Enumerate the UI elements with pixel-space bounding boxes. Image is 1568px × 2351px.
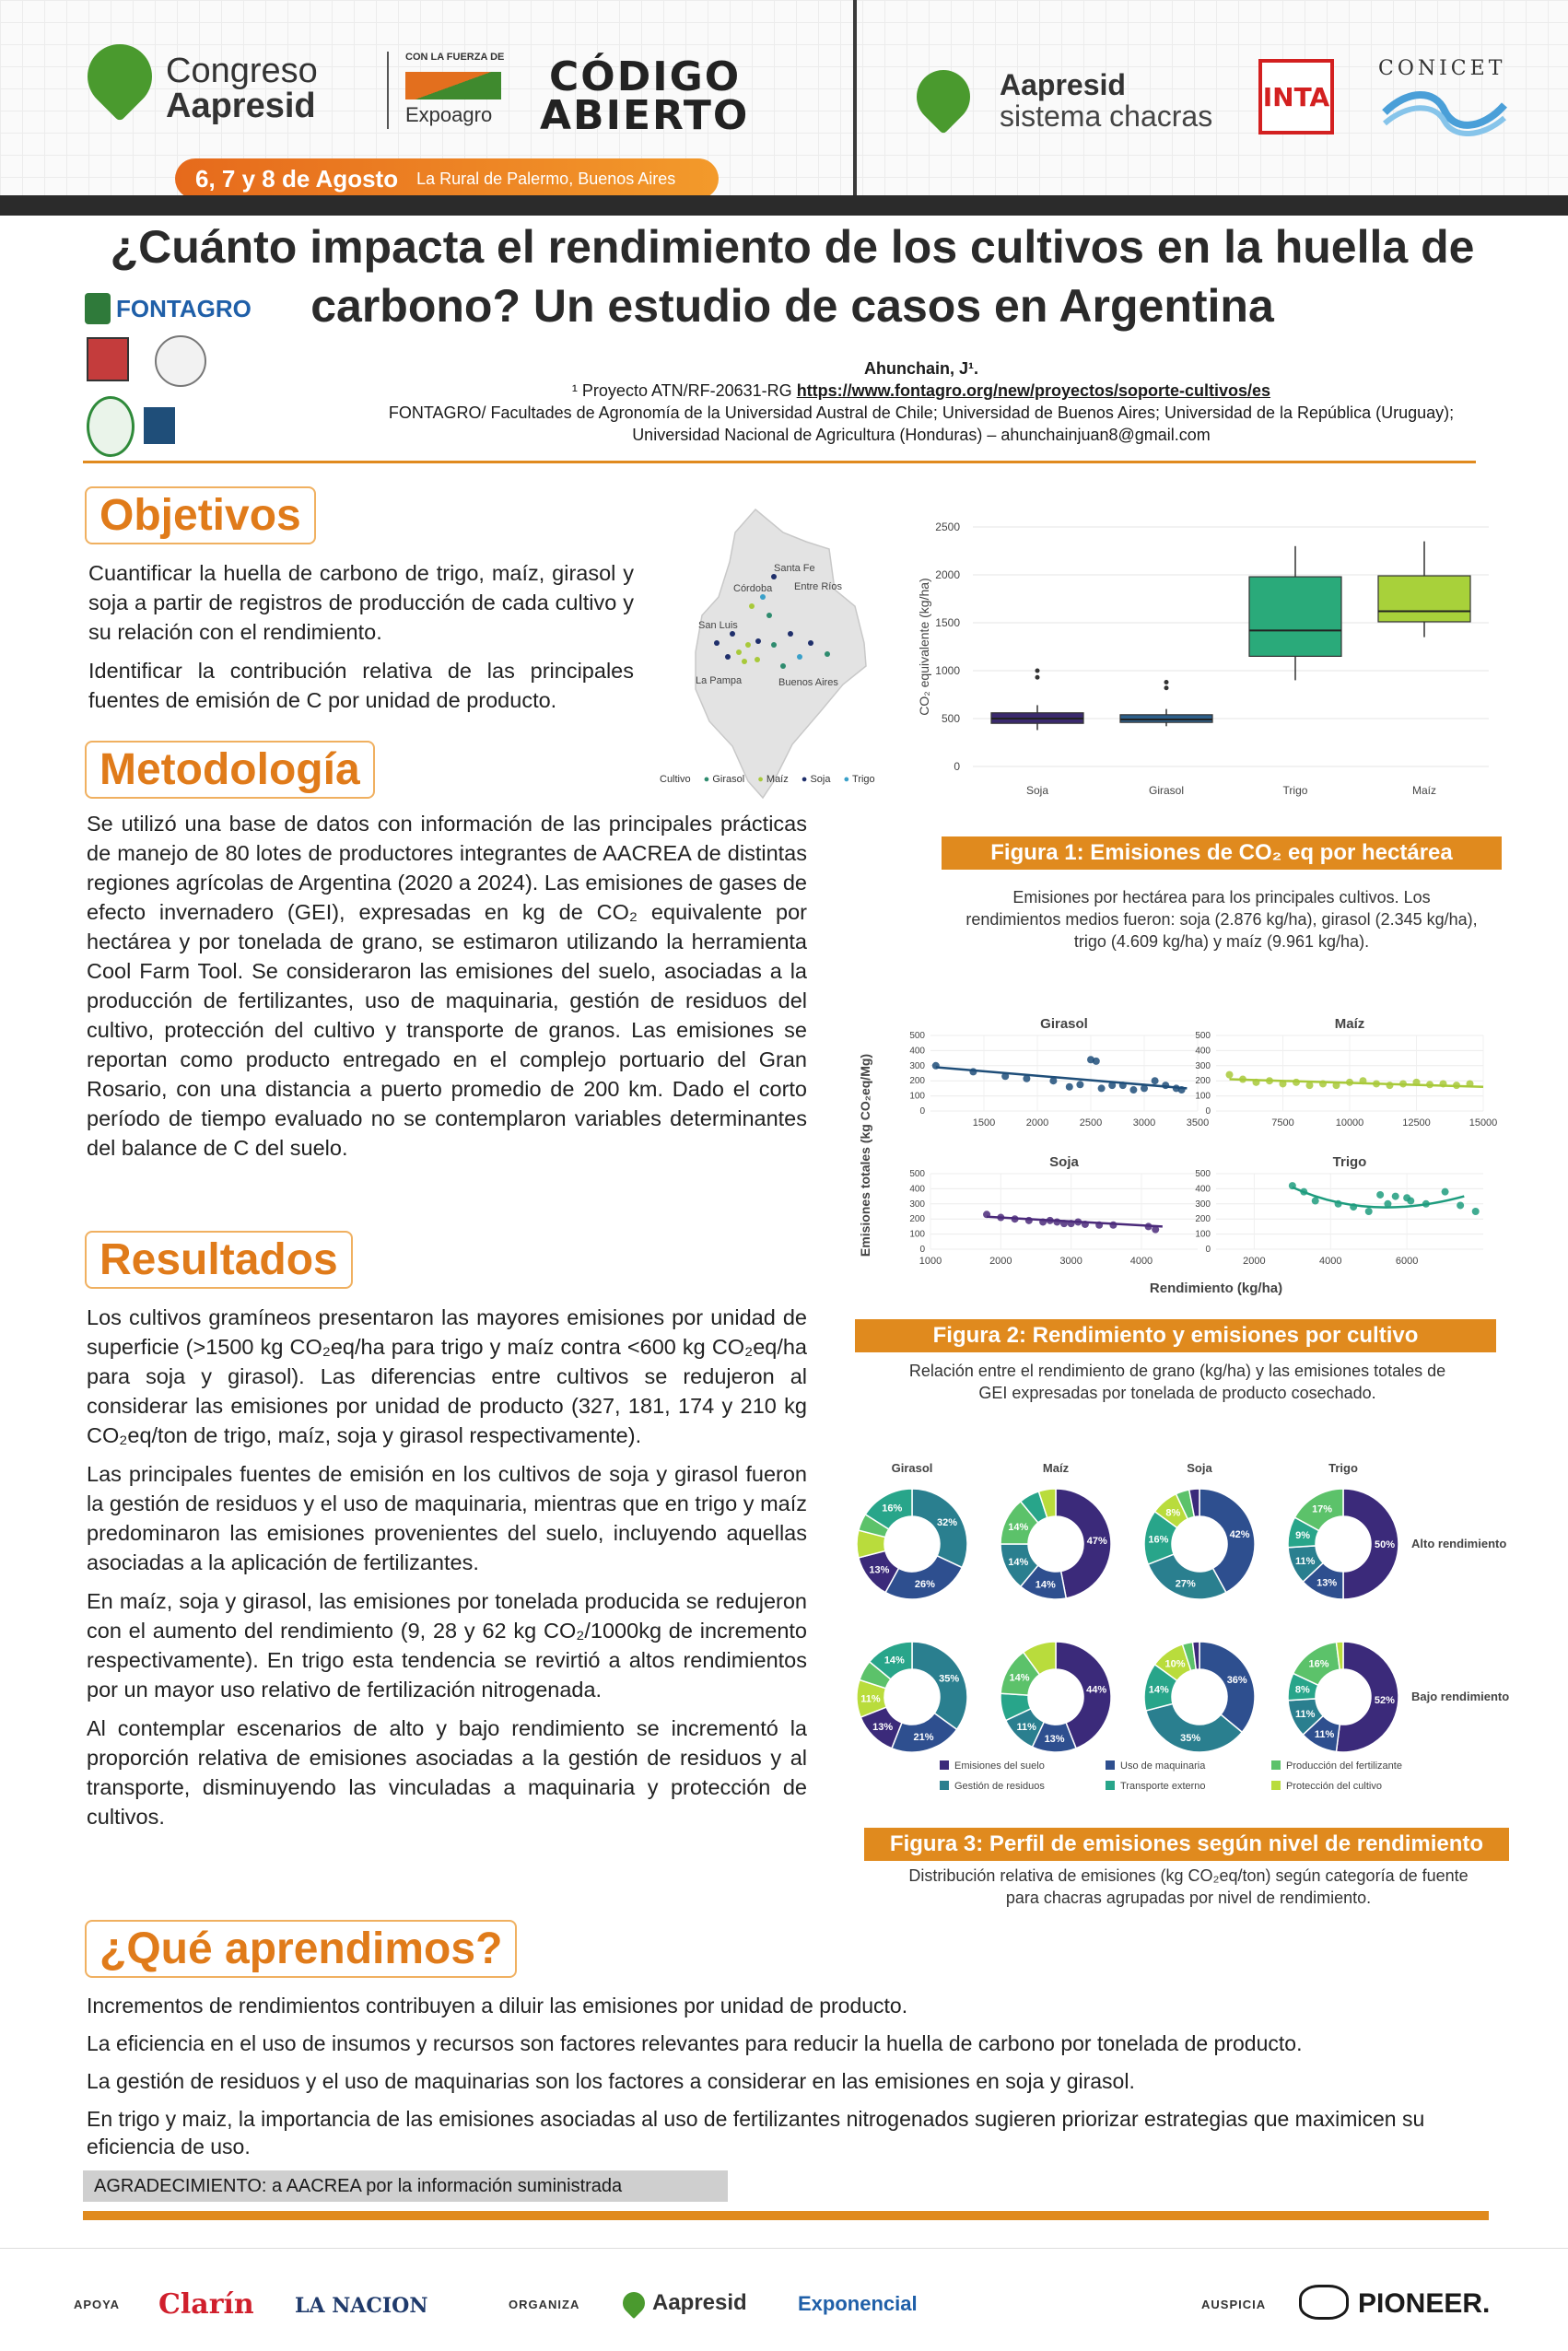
fig2-point-Trigo [1300, 1188, 1307, 1196]
figure1-boxplot [908, 505, 1507, 809]
fig3-slice-label: 8% [1165, 1507, 1181, 1519]
fig2-point-Maíz [1280, 1080, 1287, 1087]
fig2-ytick: 500 [1195, 1031, 1211, 1041]
fig2-point-Girasol [1152, 1077, 1159, 1084]
fig2-point-Maíz [1360, 1077, 1367, 1084]
fig3-slice [1148, 1554, 1226, 1599]
fig2-point-Trigo [1472, 1208, 1480, 1215]
figure2-subcaption [855, 1360, 1500, 1404]
fig3-slice-label: 16% [1308, 1658, 1329, 1670]
fig2-panel-title-Trigo: Trigo [1332, 1154, 1367, 1170]
fig3-slice-label: 13% [1044, 1733, 1065, 1745]
learned-item: La eficiencia en el uso de insumos y recursos son factores relevantes para reducir la huella de carbono por tonelada de producto. [87, 2031, 1303, 2055]
codigo-line1: CÓDIGO [549, 53, 742, 100]
fig2-point-Soja [1012, 1215, 1019, 1222]
fig2-point-Soja [1082, 1221, 1089, 1228]
figure1-sub3: trigo (4.609 kg/ha) y maíz (9.961 kg/ha). [1073, 932, 1370, 951]
fig2-point-Trigo [1392, 1193, 1399, 1200]
event-date-pill [175, 158, 719, 199]
fig2-panel-title-Girasol: Girasol [1040, 1016, 1088, 1032]
fig3-slice-label: 11% [1294, 1708, 1316, 1720]
fig3-slice-label: 21% [913, 1732, 934, 1744]
header-bar [0, 195, 1568, 216]
map-legend-girasol: ● Girasol [703, 774, 745, 785]
inta-logo [1258, 59, 1334, 135]
figure3-subcaption [848, 1865, 1529, 1909]
fig1-outlier [1164, 685, 1169, 690]
fig2-point-Girasol [932, 1062, 940, 1070]
fig3-legend-swatch [940, 1760, 949, 1770]
fig2-point-Soja [1109, 1222, 1117, 1229]
map-legend-maiz: ● Maíz [757, 774, 789, 785]
fig2-point-Girasol [1178, 1086, 1186, 1094]
fig2-point-Trigo [1312, 1198, 1319, 1205]
fig2-point-Trigo [1350, 1203, 1357, 1211]
fig2-xlabel: Rendimiento (kg/ha) [1149, 1281, 1283, 1296]
fig2-point-Girasol [1098, 1084, 1106, 1092]
fig1-outlier [1164, 680, 1169, 684]
learned-list [87, 1992, 1487, 2170]
fig2-ytick: 300 [909, 1199, 925, 1210]
fig1-ytick: 2000 [935, 568, 960, 581]
fig3-row-label: Alto rendimiento [1411, 1537, 1507, 1550]
figure2-sub2: GEI expresadas por tonelada de producto cosechado. [978, 1384, 1376, 1402]
fig2-point-Soja [1068, 1220, 1075, 1227]
fig2-point-Maíz [1266, 1077, 1273, 1084]
fig3-slice-label: 11% [1314, 1729, 1335, 1741]
map-label-santa-fe: Santa Fe [774, 563, 815, 574]
map-legend-trigo: ● Trigo [843, 774, 875, 785]
fig3-slice-label: 13% [872, 1721, 894, 1733]
map-legend-title: Cultivo [660, 774, 691, 785]
fig3-slice-label: 11% [1294, 1555, 1316, 1567]
fontagro-icon [85, 293, 111, 324]
fig2-point-Maíz [1346, 1079, 1353, 1086]
fig3-slice-label: 9% [1295, 1530, 1311, 1542]
fig2-ytick: 400 [909, 1046, 925, 1057]
fig2-point-Girasol [1023, 1075, 1030, 1082]
fig3-legend-label: Protección del cultivo [1286, 1781, 1382, 1792]
fig2-point-Girasol [1119, 1082, 1127, 1089]
aapresid-chacras-logo [917, 70, 970, 123]
project-code: ¹ Proyecto ATN/RF-20631-RG [571, 381, 792, 400]
resultados-text [87, 1303, 807, 1841]
fig1-outlier [1036, 675, 1040, 680]
fig2-point-Soja [1074, 1218, 1082, 1225]
fig2-ytick: 100 [1195, 1229, 1211, 1240]
fig2-point-Soja [1053, 1218, 1060, 1225]
fig2-point-Trigo [1457, 1201, 1464, 1209]
affiliation-1: FONTAGRO/ Facultades de Agronomía de la Universidad Austral de Chile; Universidad de Buenos Aires; Universidad de la República (Uruguay); [388, 404, 1455, 422]
fig1-ytick: 2500 [935, 520, 960, 533]
fig3-slice-label: 50% [1374, 1539, 1396, 1550]
fig3-slice-label: 14% [1009, 1672, 1030, 1684]
fig2-point-Maíz [1373, 1080, 1380, 1087]
fig2-ytick: 200 [1195, 1214, 1211, 1225]
fig3-slice-label: 14% [1148, 1684, 1169, 1696]
fig2-point-Soja [1025, 1217, 1033, 1224]
fig3-legend-swatch [940, 1781, 949, 1790]
fig3-slice-label: 44% [1086, 1684, 1107, 1696]
fig1-box-Maíz [1378, 576, 1470, 622]
fig3-slice [1199, 1642, 1255, 1732]
fig2-xtick: 3000 [1059, 1256, 1082, 1267]
fig2-ytick: 200 [909, 1214, 925, 1225]
fig3-legend-label: Uso de maquinaria [1120, 1760, 1206, 1772]
fig3-slice-label: 42% [1229, 1528, 1250, 1540]
figure3-caption: Figura 3: Perfil de emisiones según nivel de rendimiento [864, 1828, 1509, 1861]
footer-nacion: LA NACION [295, 2294, 428, 2318]
footer-apoya: APOYA [74, 2298, 121, 2311]
fig2-point-Maíz [1226, 1071, 1234, 1079]
fig2-point-Soja [1145, 1222, 1153, 1230]
fig2-point-Girasol [1066, 1083, 1073, 1091]
fig2-point-Maíz [1426, 1081, 1433, 1088]
fig2-point-Soja [1060, 1220, 1068, 1227]
learned-heading: ¿Qué aprendimos? [85, 1920, 517, 1978]
fig3-slice-label: 16% [1148, 1534, 1169, 1546]
con-la-fuerza: CON LA FUERZA DE [405, 52, 505, 63]
fig2-point-Girasol [1001, 1072, 1009, 1080]
fig2-xtick: 6000 [1395, 1256, 1419, 1267]
fig3-slice-label: 17% [1312, 1503, 1333, 1515]
figure1-caption: Figura 1: Emisiones de CO₂ eq por hectárea [942, 836, 1502, 870]
fig3-legend-label: Gestión de residuos [954, 1781, 1045, 1792]
fig2-point-Girasol [1162, 1082, 1169, 1089]
map-label-cordoba: Córdoba [733, 583, 773, 594]
university-seal-icon [155, 335, 206, 387]
footer-exponencial: Exponencial [798, 2292, 918, 2315]
fig3-slice-label: 11% [860, 1693, 881, 1705]
inta-text: INTA [1262, 81, 1330, 112]
resultados-heading: Resultados [85, 1231, 353, 1289]
fig2-ytick: 300 [909, 1060, 925, 1071]
fig3-slice-label: 35% [1180, 1732, 1201, 1744]
fig2-point-Trigo [1422, 1200, 1430, 1208]
fig2-xtick: 1000 [919, 1256, 942, 1267]
fig1-box-Girasol [1120, 715, 1212, 722]
fig2-point-Maíz [1239, 1076, 1246, 1083]
fig2-ytick: 500 [909, 1169, 925, 1179]
fig1-outlier [1036, 669, 1040, 673]
aapresid-drop-icon-2 [906, 59, 981, 135]
fig3-slice-label: 8% [1294, 1684, 1310, 1696]
fig1-ytick: 0 [954, 760, 960, 773]
fig2-point-Trigo [1384, 1200, 1391, 1208]
fig3-slice-label: 36% [1226, 1674, 1247, 1686]
fig2-ytick: 500 [909, 1031, 925, 1041]
resultados-p1: Los cultivos gramíneos presentaron las mayores emisiones por unidad de superficie (>1500 kg CO₂eq/ha para trigo y maíz contra <600 kg CO₂eq/ha para soja y girasol). Las diferencias entre cultivos se redujeron al considerar las emisiones por unidad de producto (327, 181, 174 y 210 kg CO₂eq/ton de trigo, maíz, soja y girasol respectivamente). [87, 1305, 807, 1447]
map-shape [696, 509, 866, 798]
fig2-xtick: 15000 [1469, 1117, 1498, 1129]
pioneer-logo-icon [1299, 2285, 1349, 2320]
fig2-point-Maíz [1306, 1082, 1314, 1089]
figure2-sub1: Relación entre el rendimiento de grano (kg/ha) y las emisiones totales de [908, 1362, 1446, 1380]
fig2-xtick: 1500 [972, 1117, 996, 1129]
objetivos-p1: Cuantificar la huella de carbono de trigo, maíz, girasol y soja a partir de registros de producción de cada cultivo y su relación con el rendimiento. [88, 561, 634, 644]
fig3-slice-label: 26% [914, 1578, 935, 1590]
fig2-ytick: 400 [1195, 1046, 1211, 1057]
fig2-point-Soja [1095, 1222, 1103, 1229]
footer-clarin: Clarín [158, 2288, 254, 2321]
expoagro: Expoagro [405, 103, 493, 126]
fig3-slice-label: 14% [1008, 1521, 1029, 1533]
footer-aapresid: Aapresid [652, 2290, 747, 2315]
fig2-point-Maíz [1467, 1080, 1474, 1087]
fig2-point-Trigo [1289, 1182, 1296, 1189]
fig2-ytick: 300 [1195, 1199, 1211, 1210]
fig2-ytick: 0 [1205, 1245, 1211, 1255]
fig2-ytick: 0 [919, 1245, 925, 1255]
fig1-ytick: 500 [941, 712, 960, 725]
map-label-buenos-aires: Buenos Aires [778, 677, 838, 688]
header-sep [387, 52, 389, 129]
fig3-slice-label: 35% [939, 1673, 960, 1685]
fig2-point-Soja [1152, 1226, 1159, 1234]
congreso-line1: Congreso [166, 52, 318, 90]
map-label-san-luis: San Luis [698, 620, 738, 631]
fig1-xtick: Maíz [1411, 784, 1437, 797]
codigo-line2: ABIERTO [540, 92, 750, 139]
fig2-ytick: 400 [1195, 1184, 1211, 1195]
fig2-point-Maíz [1293, 1079, 1300, 1086]
fig2-ytick: 100 [1195, 1091, 1211, 1102]
map-legend [660, 774, 875, 785]
map-label-la-pampa: La Pampa [696, 675, 743, 686]
aapresid-chacras-1: Aapresid [1000, 68, 1126, 101]
footer-auspicia: AUSPICIA [1201, 2298, 1267, 2311]
map-label-entre-rios: Entre Ríos [794, 581, 842, 592]
fig2-ytick: 100 [909, 1229, 925, 1240]
fig3-legend-swatch [1106, 1760, 1115, 1770]
footer-rule [83, 2211, 1489, 2220]
conicet-wave-icon [1380, 85, 1509, 136]
event-place: La Rural de Palermo, Buenos Aires [416, 169, 676, 188]
fig1-ytick: 1000 [935, 664, 960, 677]
fig3-slice-label: 10% [1164, 1658, 1186, 1670]
figure3-donuts [848, 1456, 1529, 1815]
fig2-point-Maíz [1399, 1080, 1407, 1087]
poster-title: ¿Cuánto impacta el rendimiento de los cultivos en la huella de carbono? Un estudio de casos en Argentina [110, 221, 1475, 332]
fig2-point-Maíz [1440, 1080, 1447, 1087]
metodologia-heading: Metodología [85, 741, 375, 799]
fig2-point-Girasol [1141, 1084, 1148, 1092]
expoagro-flag-icon [405, 72, 501, 99]
fig3-slice [885, 1556, 962, 1599]
objetivos-heading: Objetivos [85, 486, 316, 544]
fig3-slice-label: 13% [869, 1564, 890, 1576]
fig2-xtick: 3500 [1186, 1117, 1210, 1129]
honduras-seal-icon [87, 396, 135, 457]
fig2-ytick: 400 [909, 1184, 925, 1195]
fig2-ytick: 200 [1195, 1076, 1211, 1087]
fig2-point-Girasol [1108, 1082, 1116, 1089]
fig2-point-Maíz [1333, 1082, 1340, 1089]
fig3-slice-label: 11% [1016, 1721, 1036, 1733]
map-legend-soja: ● Soja [801, 774, 831, 785]
university-crest-icon [87, 337, 129, 381]
fig2-ytick: 500 [1195, 1169, 1211, 1179]
resultados-p4: Al contemplar escenarios de alto y bajo rendimiento se incrementó la proporción relativa de emisiones asociadas a la gestión de residuos y al transporte, disminuyendo las vinculadas a maquinaria y protección de cultivos. [87, 1716, 807, 1829]
fig2-ytick: 0 [1205, 1106, 1211, 1117]
fig2-point-Trigo [1442, 1188, 1449, 1196]
fig3-slice-label: 27% [1175, 1578, 1196, 1590]
metodologia-text: Se utilizó una base de datos con información de las principales prácticas de manejo de 80 lotes de productores integrantes de AACREA de distintas regiones agrícolas de Argentina (2020 a 2024). Las emisiones de gases de efecto invernadero (GEI), expresadas en kg de CO₂ equivalente por hectárea y por tonelada de grano, se estimaron utilizando la herramienta Cool Farm Tool. Se consideraron las emisiones del suelo, asociadas a la producción de fertilizantes, uso de maquinaria, gestión de residuos del cultivo, protección del cultivo y transporte de granos. Las emisiones se reportan como producto entregado en el complejo portuario del Gran Rosario, con una distancia a puerto promedio de 200 km. Dado el corto período de tiempo evaluado no se contemplaron variables determinantes del balance de C del suelo. [87, 812, 807, 1160]
congreso-logo [88, 44, 152, 109]
fig2-point-Girasol [1093, 1058, 1100, 1065]
resultados-p3: En maíz, soja y girasol, las emisiones por tonelada producida se redujeron con el aumento del rendimiento (9, 28 y 62 kg CO₂/1000kg de incremento respectivamente). En trigo esta tendencia se revirtió a altos rendimientos por un mayor uso relativo de fertilización nitrogenada. [87, 1589, 807, 1702]
authors-block [276, 357, 1566, 446]
fig2-xtick: 12500 [1402, 1117, 1431, 1129]
header-divider [853, 0, 857, 195]
fig2-point-Trigo [1376, 1191, 1384, 1199]
footer-organiza: ORGANIZA [509, 2298, 580, 2311]
event-date: 6, 7 y 8 de Agosto [195, 164, 399, 193]
figure2-scatter [857, 1012, 1520, 1299]
fig2-point-Trigo [1407, 1198, 1414, 1205]
fig2-panel-title-Soja: Soja [1049, 1154, 1079, 1170]
fig3-slice-label: 47% [1086, 1535, 1107, 1547]
fig2-ytick: 0 [919, 1106, 925, 1117]
fig2-point-Girasol [1129, 1086, 1137, 1094]
fig3-legend-label: Emisiones del suelo [954, 1760, 1045, 1772]
fig1-ytick: 1500 [935, 616, 960, 629]
figure3-sub2: para chacras agrupadas por nivel de rendimiento. [1005, 1889, 1372, 1907]
fig2-point-Girasol [1076, 1081, 1083, 1088]
fig2-xtick: 3000 [1132, 1117, 1156, 1129]
title-separator [83, 461, 1476, 463]
fig2-point-Trigo [1335, 1200, 1342, 1208]
objetivos-text [88, 558, 634, 724]
fig2-point-Soja [997, 1214, 1004, 1222]
learned-item: Incrementos de rendimientos contribuyen a diluir las emisiones por unidad de producto. [87, 1994, 908, 2018]
fig2-point-Girasol [969, 1068, 977, 1075]
fig3-slice-label: 14% [1008, 1557, 1029, 1569]
fig3-slice-label: 16% [882, 1503, 903, 1515]
aapresid-chacras-2: sistema chacras [1000, 99, 1213, 133]
fig2-xtick: 4000 [1319, 1256, 1342, 1267]
fig1-ylabel: CO₂ equivalente (kg/ha) [917, 578, 931, 716]
fig3-legend-swatch [1271, 1760, 1281, 1770]
fig2-point-Maíz [1319, 1080, 1327, 1087]
fontagro-logo [85, 293, 252, 324]
fig2-ylabel: Emisiones totales (kg CO₂eq/Mg) [858, 1053, 872, 1257]
fig3-slice-label: 13% [1316, 1577, 1338, 1589]
fig3-slice-label: 14% [1035, 1579, 1056, 1591]
fig3-legend-swatch [1271, 1781, 1281, 1790]
fig3-slice-label: 52% [1374, 1694, 1395, 1706]
fig3-row-label: Bajo rendimiento [1411, 1690, 1510, 1703]
fig2-point-Soja [983, 1211, 990, 1218]
fig2-xtick: 2000 [989, 1256, 1012, 1267]
fig3-slice-label: 14% [883, 1655, 905, 1667]
fig1-xtick: Girasol [1148, 784, 1185, 797]
fig3-column-Soja: Soja [1187, 1461, 1212, 1475]
author-project-line [276, 380, 1566, 402]
fig2-point-Soja [1047, 1217, 1054, 1224]
fig2-xtick: 2000 [1025, 1117, 1049, 1129]
fig2-point-Maíz [1387, 1082, 1394, 1089]
fig2-xtick: 7500 [1271, 1117, 1294, 1129]
fig2-xtick: 2500 [1079, 1117, 1103, 1129]
argentina-map [645, 505, 903, 800]
fig2-xtick: 10000 [1335, 1117, 1364, 1129]
learned-item: En trigo y maiz, la importancia de las emisiones asociadas al uso de fertilizantes nitrogenados sugieren priorizar estrategias que maximicen su eficiencia de uso. [87, 2107, 1425, 2158]
fig2-point-Soja [1039, 1218, 1047, 1225]
fig2-xtick: 2000 [1243, 1256, 1266, 1267]
fig3-column-Trigo: Trigo [1328, 1461, 1358, 1475]
fig1-box-Trigo [1249, 577, 1341, 656]
fig3-column-Maíz: Maíz [1042, 1461, 1070, 1475]
project-link[interactable]: https://www.fontagro.org/new/proyectos/soporte-cultivos/es [796, 381, 1271, 400]
fig3-legend-label: Transporte externo [1120, 1781, 1206, 1792]
fig2-point-Maíz [1413, 1079, 1421, 1086]
fig2-point-Maíz [1253, 1079, 1260, 1086]
udelar-icon [144, 407, 175, 444]
aapresid-drop-icon [75, 31, 166, 123]
fig1-xtick: Soja [1025, 784, 1049, 797]
congreso-line2: Aapresid [166, 87, 316, 125]
author-name: Ahunchain, J¹. [863, 359, 978, 378]
resultados-p2: Las principales fuentes de emisión en los cultivos de soja y girasol fueron la gestión de residuos y el uso de maquinaria, mientras que en trigo y maíz predominaron las emisiones provenientes del suelo, incluyendo aquellas asociadas a la aplicación de fertilizantes. [87, 1462, 807, 1574]
figure1-subcaption [908, 886, 1535, 953]
fig2-xtick: 4000 [1129, 1256, 1153, 1267]
fig2-point-Maíz [1453, 1082, 1460, 1089]
figure1-sub1: Emisiones por hectárea para los principales cultivos. Los [1012, 888, 1431, 906]
fig3-column-Girasol: Girasol [891, 1461, 933, 1475]
fontagro-text: FONTAGRO [116, 294, 252, 322]
fig2-ytick: 100 [909, 1091, 925, 1102]
figure3-sub1: Distribución relativa de emisiones (kg CO₂eq/ton) según categoría de fuente [908, 1866, 1469, 1885]
affiliation-2: Universidad Nacional de Agricultura (Honduras) – ahunchainjuan8@gmail.com [632, 426, 1211, 444]
fig3-slice-label: 32% [936, 1516, 958, 1528]
figure2-caption: Figura 2: Rendimiento y emisiones por cultivo [855, 1319, 1496, 1352]
acknowledgement: AGRADECIMIENTO: a AACREA por la información suministrada [83, 2170, 728, 2202]
learned-item: La gestión de residuos y el uso de maquinarias son los factores a considerar en las emisiones en soja y girasol. [87, 2069, 1135, 2093]
footer-pioneer: PIONEER. [1358, 2288, 1491, 2319]
fig3-legend-label: Producción del fertilizante [1286, 1760, 1402, 1772]
fig2-ytick: 200 [909, 1076, 925, 1087]
conicet-text: CONICET [1378, 57, 1506, 80]
fig2-ytick: 300 [1195, 1060, 1211, 1071]
figure1-sub2: rendimientos medios fueron: soja (2.876 kg/ha), girasol (2.345 kg/ha), [965, 910, 1478, 929]
fig2-point-Trigo [1365, 1208, 1373, 1215]
objetivos-p2: Identificar la contribución relativa de las principales fuentes de emisión de C por unidad de producto. [88, 659, 634, 712]
fig1-xtick: Trigo [1282, 784, 1308, 797]
fig3-legend-swatch [1106, 1781, 1115, 1790]
fig2-panel-title-Maíz: Maíz [1334, 1016, 1365, 1032]
fig2-point-Girasol [1049, 1077, 1057, 1084]
